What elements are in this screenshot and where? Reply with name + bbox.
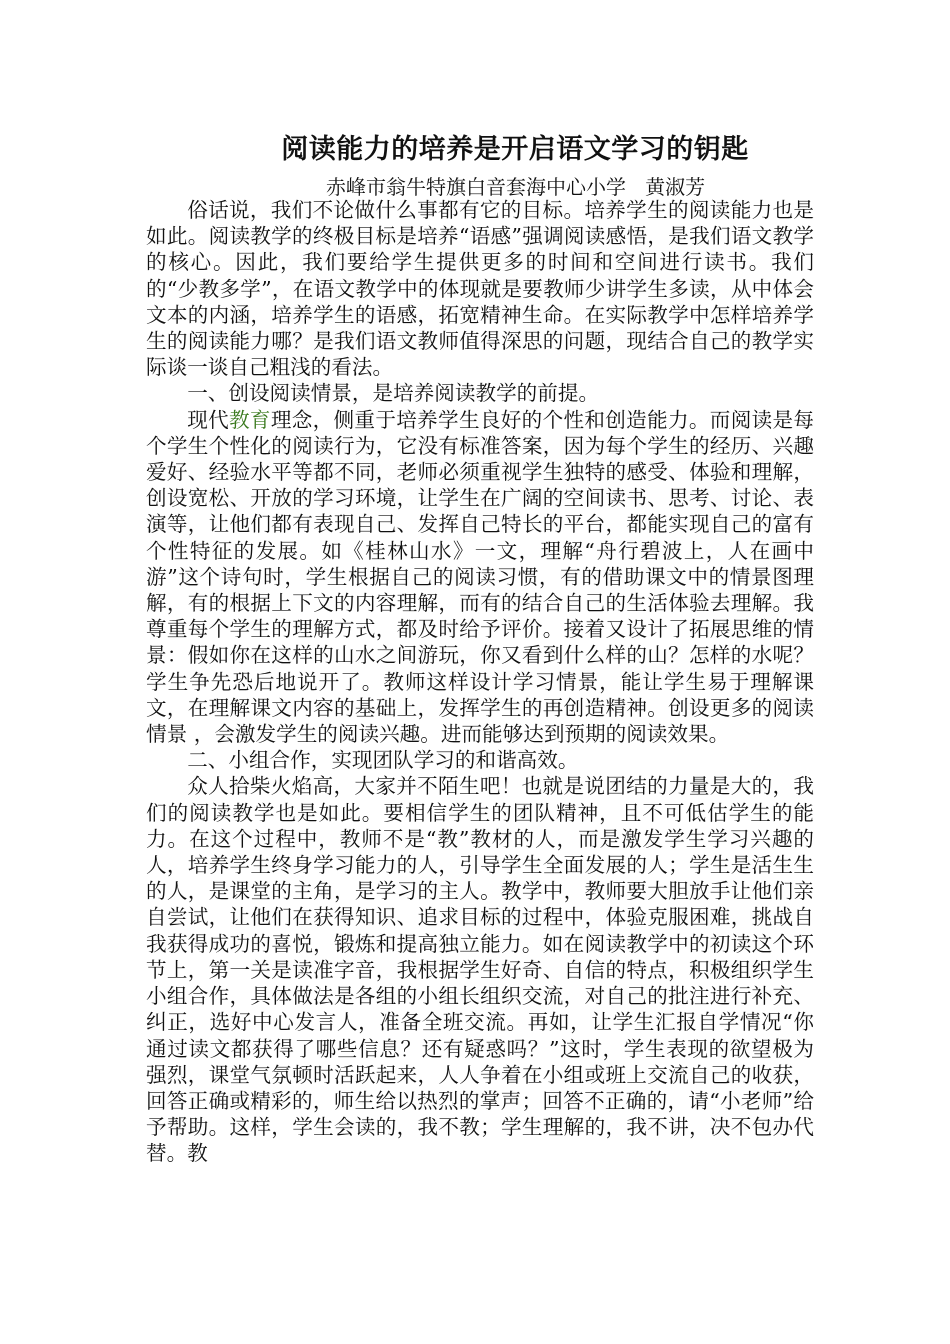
article-body [146, 197, 814, 1167]
paragraph-section-2: 众人拾柴火焰高，大家并不陌生吧！也就是说团结的力量是大的，我们的阅读教学也是如此。要相信学生的团队精神，且不可低估学生的能力。在这个过程中，教师不是“教”教材的人，而是激发学生学习兴趣的人，培养学生终身学习能力的人，引导学生全面发展的人；学生是活生生的人，是课堂的主角，是学习的主人。教学中，教师要大胆放手让他们亲自尝试，让他们在获得知识、追求目标的过程中，体验克服困难，挑战自我获得成功的喜悦，锻炼和提高独立能力。如在阅读教学中的初读这个环节上，第一关是读准字音，我根据学生好奇、自信的特点，积极组织学生小组合作，具体做法是各组的小组长组织交流，对自己的批注进行补充、纠正，选好中心发言人，准备全班交流。再如，让学生汇报自学情况“你通过读文都获得了哪些信息？还有疑惑吗？”这时，学生表现的欲望极为强烈，课堂气氛顿时活跃起来，人人争着在小组或班上交流自己的收获，回答正确或精彩的，师生给以热烈的掌声；回答不正确的，请“小老师”给予帮助。这样，学生会读的，我不教；学生理解的，我不讲，决不包办代替。教 [146, 774, 814, 1166]
section-heading-2: 二、小组合作，实现团队学习的和谐高效。 [187, 748, 579, 773]
paragraph-intro: 俗话说，我们不论做什么事都有它的目标。培养学生的阅读能力也是如此。阅读教学的终极目标是培养“语感”强调阅读感悟，是我们语文教学的核心。因此，我们要给学生提供更多的时间和空间进行读书。我们的“少教多学”，在语文教学中的体现就是要教师少讲学生多读，从中体会文本的内涵，培养学生的语感，拓宽精神生命。在实际教学中怎样培养学生的阅读能力哪？是我们语文教师值得深思的问题，现结合自己的教学实际谈一谈自己粗浅的看法。 [146, 198, 814, 380]
section-heading-1: 一、创设阅读情景，是培养阅读教学的前提。 [187, 381, 600, 406]
author-byline: 赤峰市翁牛特旗白音套海中心小学 黄淑芳 [326, 175, 706, 199]
document-title: 阅读能力的培养是开启语文学习的钥匙 [281, 134, 749, 165]
paragraph-text: 理念，侧重于培养学生良好的个性和创造能力。而阅读是每个学生个性化的阅读行为，它没有标准答案，因为每个学生的经历、兴趣爱好、经验水平等都不同，老师必须重视学生独特的感受、体验和理解，创设宽松、开放的学习环境，让学生在广阔的空间读书、思考、讨论、表演等，让他们都有表现自己、发挥自己特长的平台，都能实现自己的富有个性特征的发展。如《桂林山水》一文，理解“舟行碧波上，人在画中游”这个诗句时，学生根据自己的阅读习惯，有的借助课文中的情景图理解，有的根据上下文的内容理解，而有的结合自己的生活体验去理解。我尊重每个学生的理解方式，都及时给予评价。接着又设计了拓展思维的情景：假如你在这样的山水之间游玩，你又看到什么样的山？怎样的水呢？学生争先恐后地说开了。教师这样设计学习情景，能让学生易于理解课文，在理解课文内容的基础上，发挥学生的再创造精神。创设更多的阅读情景 ，会激发学生的阅读兴趣。进而能够达到预期的阅读效果。 [146, 407, 815, 747]
paragraph-section-1 [146, 407, 814, 748]
education-link[interactable]: 教育 [229, 407, 271, 432]
paragraph-text: 现代 [187, 407, 229, 432]
